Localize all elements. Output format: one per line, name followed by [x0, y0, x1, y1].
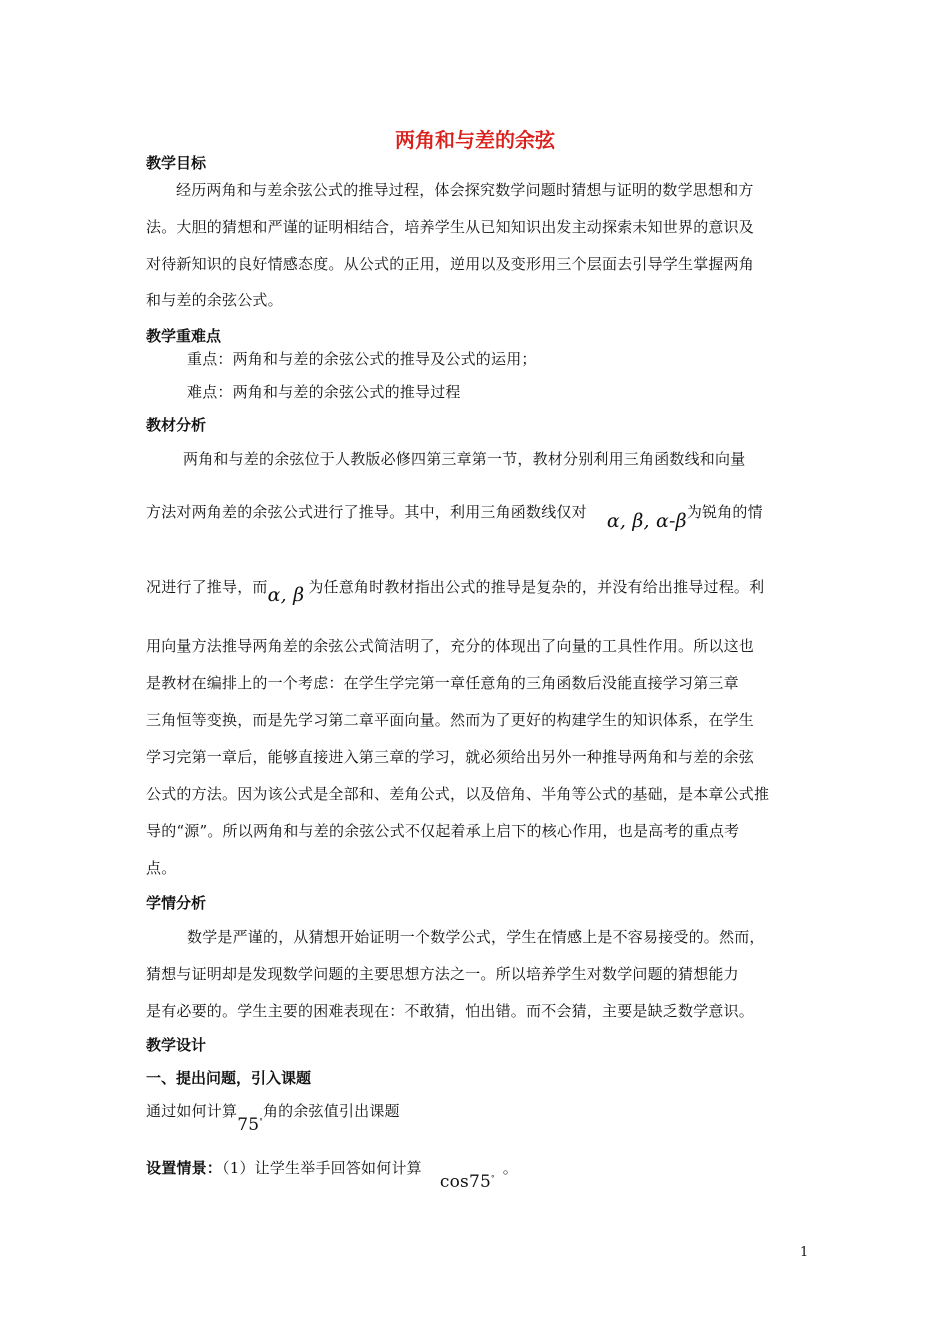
goal-line-1: 经历两角和与差余弦公式的推导过程，体会探究数学问题时猜想与证明的数学思想和方 [176, 181, 754, 199]
material-line-5: 是教材在编排上的一个考虑：在学生学完第一章任意角的三角函数后没能直接学习第三章 [146, 674, 739, 692]
material-line-4: 用向量方法推导两角差的余弦公式简洁明了，充分的体现出了向量的工具性作用。所以这也 [146, 637, 755, 655]
math-alpha-beta: α, β [267, 584, 305, 606]
material-line-1: 两角和与差的余弦位于人教版必修四第三章第一节，教材分别利用三角函数线和向量 [183, 450, 746, 468]
material-line-3 [146, 575, 765, 606]
key-point-line: 重点：两角和与差的余弦公式的推导及公式的运用； [187, 350, 537, 368]
material-line-7: 学习完第一章后，能够直接进入第三章的学习，就必须给出另外一种推导两角和与差的余弦 [146, 748, 755, 766]
students-line-2: 猜想与证明却是发现数学问题的主要思想方法之一。所以培养学生对数学问题的猜想能力 [146, 965, 739, 983]
math-75-number: 75 [237, 1115, 260, 1135]
goal-line-3: 对待新知识的良好情感态度。从公式的正用，逆用以及变形用三个层面去引导学生掌握两角 [146, 255, 755, 273]
degree-mark: ° [491, 1174, 495, 1183]
scene-end-mark: 。 [502, 1159, 518, 1177]
section-heading-keypoints: 教学重难点 [146, 327, 222, 345]
goal-line-2: 法。大胆的猜想和严谨的证明相结合，培养学生从已知知识出发主动探索未知世界的意识及 [146, 218, 755, 236]
material-line-3-end: 为任意角时教材指出公式的推导是复杂的，并没有给出推导过程。利 [308, 578, 765, 596]
material-line-3-text: 况进行了推导，而 [146, 578, 268, 596]
goal-line-4: 和与差的余弦公式。 [146, 291, 283, 309]
material-line-10: 点。 [146, 859, 177, 877]
design-scene-line [146, 1157, 518, 1192]
section-heading-goal: 教学目标 [146, 154, 207, 172]
subheading-raise-question: 一、提出问题，引入课题 [146, 1069, 312, 1087]
design-intro-line [146, 1100, 400, 1135]
page-title: 两角和与差的余弦 [395, 128, 555, 152]
degree-mark: ° [259, 1117, 263, 1126]
difficult-point-line: 难点：两角和与差的余弦公式的推导过程 [187, 383, 461, 401]
material-line-2-end: 为锐角的情 [686, 503, 763, 521]
section-heading-material: 教材分析 [146, 416, 207, 434]
material-line-8: 公式的方法。因为该公式是全部和、差角公式，以及倍角、半角等公式的基础，是本章公式推 [146, 785, 770, 803]
page-number: 1 [800, 1245, 809, 1260]
math-cos75-text: cos75 [439, 1172, 491, 1192]
math-alpha-beta-diff: α, β, α-β [606, 510, 687, 532]
material-line-6: 三角恒等变换，而是先学习第二章平面向量。然而为了更好的构建学生的知识体系，在学生 [146, 711, 755, 729]
section-heading-design: 教学设计 [146, 1036, 207, 1054]
students-line-3: 是有必要的。学生主要的困难表现在：不敢猜，怕出错。而不会猜，主要是缺乏数学意识。 [146, 1002, 755, 1020]
material-line-2 [146, 500, 763, 532]
scene-text: （1）让学生举手回答如何计算 [222, 1159, 422, 1177]
math-75 [237, 1115, 263, 1135]
students-line-1: 数学是严谨的，从猜想开始证明一个数学公式，学生在情感上是不容易接受的。然而， [187, 928, 765, 946]
material-line-9: 导的“源”。所以两角和与差的余弦公式不仅起着承上启下的核心作用，也是高考的重点考 [146, 822, 740, 840]
section-heading-students: 学情分析 [146, 894, 207, 912]
math-cos75 [440, 1172, 495, 1192]
scene-label: 设置情景： [146, 1159, 223, 1177]
design-intro-text: 通过如何计算 [146, 1102, 238, 1120]
material-line-2-text: 方法对两角差的余弦公式进行了推导。其中，利用三角函数线仅对 [146, 503, 587, 521]
design-intro-end: 角的余弦值引出课题 [262, 1102, 400, 1120]
